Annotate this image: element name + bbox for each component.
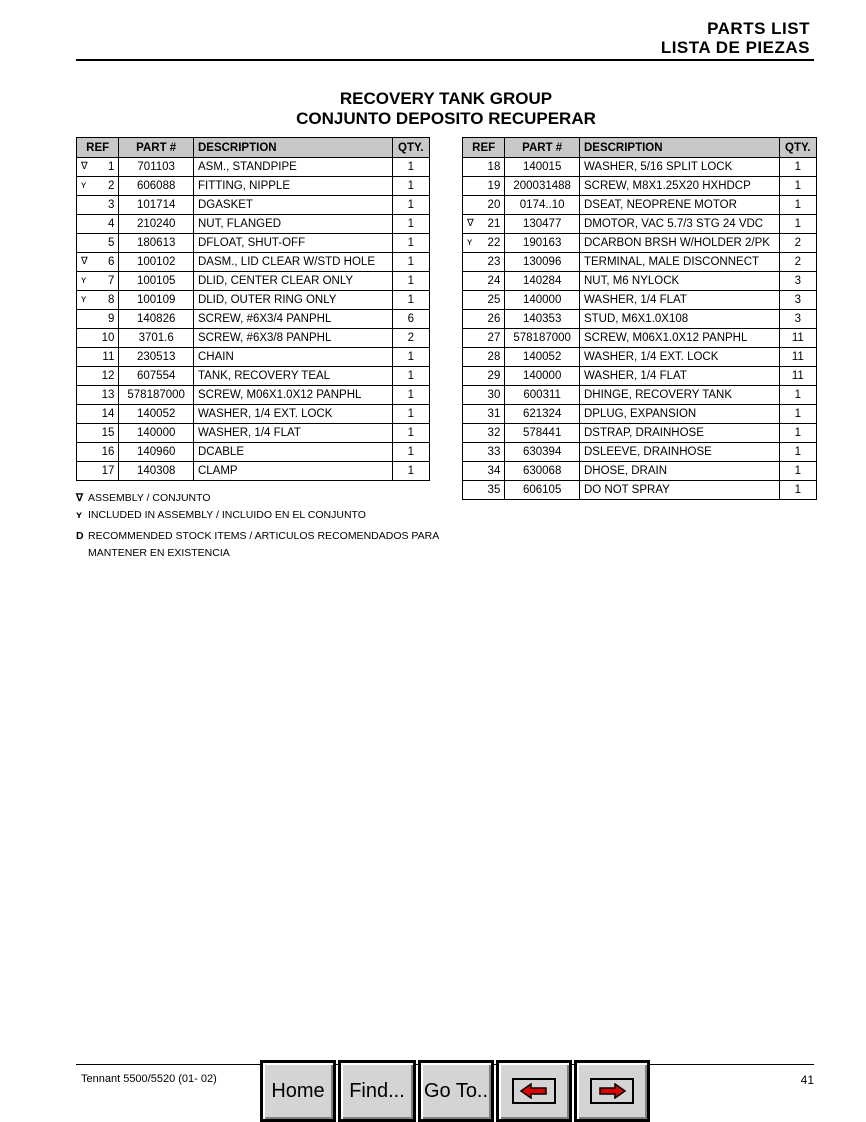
ref-number: 4 xyxy=(107,218,115,230)
ref-cell xyxy=(77,272,119,291)
part-number-cell: 630394 xyxy=(505,443,580,462)
quantity-cell: 11 xyxy=(779,329,816,348)
part-number-cell: 101714 xyxy=(119,196,194,215)
table-row xyxy=(463,158,817,177)
ref-number: 1 xyxy=(107,161,115,173)
table-row xyxy=(77,291,430,310)
description-cell: DCARBON BRSH W/HOLDER 2/PK xyxy=(579,234,779,253)
page-title: RECOVERY TANK GROUP xyxy=(339,89,553,108)
ref-cell xyxy=(77,386,119,405)
part-number-cell: 100109 xyxy=(119,291,194,310)
ref-number: 5 xyxy=(107,237,115,249)
quantity-cell: 1 xyxy=(779,481,816,500)
description-cell: ASM., STANDPIPE xyxy=(193,158,392,177)
find-button[interactable] xyxy=(338,1060,416,1122)
table-row xyxy=(463,310,817,329)
table-row xyxy=(77,386,430,405)
part-number-cell: 606105 xyxy=(505,481,580,500)
assembly-symbol: ∇ xyxy=(76,492,84,504)
ref-number: 30 xyxy=(487,389,501,401)
ref-number: 23 xyxy=(487,256,501,268)
description-cell: DSEAT, NEOPRENE MOTOR xyxy=(579,196,779,215)
page-number: 41 xyxy=(800,1073,814,1087)
part-number-cell: 100102 xyxy=(119,253,194,272)
table-row xyxy=(463,443,817,462)
description-cell: WASHER, 1/4 FLAT xyxy=(579,367,779,386)
table-row xyxy=(463,405,817,424)
description-cell: DHINGE, RECOVERY TANK xyxy=(579,386,779,405)
quantity-cell: 1 xyxy=(392,291,429,310)
quantity-cell: 1 xyxy=(779,386,816,405)
assembly-marker: ∇ xyxy=(81,256,88,267)
footer-model: Tennant 5500/5520 (01- 02) xyxy=(81,1073,217,1085)
ref-cell xyxy=(77,329,119,348)
description-cell: DCABLE xyxy=(193,443,392,462)
table-row xyxy=(77,272,430,291)
ref-number: 18 xyxy=(487,161,501,173)
table-row xyxy=(77,177,430,196)
description-cell: DHOSE, DRAIN xyxy=(579,462,779,481)
table-row xyxy=(463,367,817,386)
parts-table-left-body xyxy=(77,158,430,481)
description-cell: SCREW, #6X3/4 PANPHL xyxy=(193,310,392,329)
lista-de-piezas-header: LISTA DE PIEZAS xyxy=(660,38,810,57)
quantity-cell: 1 xyxy=(779,215,816,234)
description-cell: DSTRAP, DRAINHOSE xyxy=(579,424,779,443)
quantity-cell: 1 xyxy=(392,348,429,367)
quantity-cell: 1 xyxy=(392,272,429,291)
ref-cell xyxy=(77,291,119,310)
table-row xyxy=(77,234,430,253)
ref-cell xyxy=(77,253,119,272)
part-number-cell: 140284 xyxy=(505,272,580,291)
ref-cell xyxy=(463,405,505,424)
ref-number: 3 xyxy=(107,199,115,211)
ref-cell xyxy=(77,443,119,462)
ref-number: 14 xyxy=(101,408,115,420)
part-number-cell: 140052 xyxy=(119,405,194,424)
quantity-cell: 2 xyxy=(392,329,429,348)
table-row xyxy=(77,196,430,215)
legend-notes xyxy=(76,490,439,562)
table-row xyxy=(463,177,817,196)
table-header-row xyxy=(77,138,430,158)
ref-number: 11 xyxy=(102,351,115,363)
ref-cell xyxy=(77,424,119,443)
part-number-cell: 140826 xyxy=(119,310,194,329)
ref-number: 25 xyxy=(487,294,501,306)
description-cell: DPLUG, EXPANSION xyxy=(579,405,779,424)
part-number-cell: 578187000 xyxy=(505,329,580,348)
description-cell: DMOTOR, VAC 5.7/3 STG 24 VDC xyxy=(579,215,779,234)
table-row xyxy=(77,367,430,386)
part-number-cell: 578187000 xyxy=(119,386,194,405)
part-number-cell: 190163 xyxy=(505,234,580,253)
ref-number: 21 xyxy=(487,218,501,230)
ref-number: 15 xyxy=(101,427,115,439)
page-subtitle: CONJUNTO DEPOSITO RECUPERAR xyxy=(296,109,596,128)
header-rule xyxy=(76,59,814,61)
ref-number: 33 xyxy=(487,446,501,458)
ref-number: 31 xyxy=(487,408,501,420)
legend-assembly xyxy=(76,490,439,507)
table-row xyxy=(77,424,430,443)
description-cell: TANK, RECOVERY TEAL xyxy=(193,367,392,386)
description-cell: WASHER, 1/4 EXT. LOCK xyxy=(193,405,392,424)
assembly-marker: ∇ xyxy=(81,161,88,172)
ref-cell xyxy=(463,462,505,481)
quantity-cell: 1 xyxy=(779,424,816,443)
ref-cell xyxy=(463,481,505,500)
part-number-cell: 180613 xyxy=(119,234,194,253)
quantity-cell: 1 xyxy=(392,462,429,481)
ref-number: 24 xyxy=(487,275,501,287)
quantity-cell: 1 xyxy=(779,405,816,424)
ref-number: 34 xyxy=(487,465,501,477)
quantity-cell: 1 xyxy=(392,196,429,215)
ref-cell xyxy=(463,272,505,291)
description-cell: DLID, OUTER RING ONLY xyxy=(193,291,392,310)
assembly-marker: ʏ xyxy=(467,237,473,248)
table-row xyxy=(463,253,817,272)
description-cell: SCREW, M06X1.0X12 PANPHL xyxy=(579,329,779,348)
description-cell: WASHER, 1/4 FLAT xyxy=(193,424,392,443)
table-row xyxy=(463,272,817,291)
ref-cell xyxy=(77,462,119,481)
ref-cell xyxy=(77,310,119,329)
home-button-label: Home xyxy=(271,1079,325,1102)
ref-number: 2 xyxy=(107,180,115,192)
part-number-cell: 621324 xyxy=(505,405,580,424)
description-cell: DSLEEVE, DRAINHOSE xyxy=(579,443,779,462)
ref-number: 29 xyxy=(487,370,501,382)
goto-button[interactable] xyxy=(418,1060,494,1122)
ref-cell xyxy=(463,424,505,443)
table-row xyxy=(77,310,430,329)
arrow-left-icon xyxy=(512,1078,556,1104)
description-cell: CHAIN xyxy=(193,348,392,367)
ref-cell xyxy=(463,443,505,462)
ref-cell xyxy=(463,196,505,215)
col-qty-header: QTY. xyxy=(392,138,429,158)
part-number-cell: 130477 xyxy=(505,215,580,234)
table-row xyxy=(463,291,817,310)
recommended-symbol: D xyxy=(76,530,84,542)
ref-cell xyxy=(463,329,505,348)
table-row xyxy=(77,253,430,272)
description-cell: DFLOAT, SHUT-OFF xyxy=(193,234,392,253)
part-number-cell: 140353 xyxy=(505,310,580,329)
part-number-cell: 210240 xyxy=(119,215,194,234)
table-row xyxy=(77,158,430,177)
parts-list-header: PARTS LIST xyxy=(707,19,810,34)
quantity-cell: 1 xyxy=(392,424,429,443)
recommended-note-line1: RECOMMENDED STOCK ITEMS / ARTICULOS RECOMENDADOS PARA xyxy=(88,530,440,542)
quantity-cell: 1 xyxy=(779,443,816,462)
ref-cell xyxy=(463,348,505,367)
legend-recommended xyxy=(76,528,439,545)
table-row xyxy=(77,405,430,424)
home-button[interactable] xyxy=(260,1060,336,1122)
included-note: INCLUDED IN ASSEMBLY / INCLUIDO EN EL CONJUNTO xyxy=(88,509,366,521)
next-page-button[interactable] xyxy=(574,1060,650,1122)
part-number-cell: 140052 xyxy=(505,348,580,367)
quantity-cell: 3 xyxy=(779,310,816,329)
quantity-cell: 1 xyxy=(392,367,429,386)
quantity-cell: 1 xyxy=(779,158,816,177)
description-cell: WASHER, 1/4 FLAT xyxy=(579,291,779,310)
description-cell: SCREW, M06X1.0X12 PANPHL xyxy=(193,386,392,405)
ref-number: 28 xyxy=(487,351,501,363)
part-number-cell: 578441 xyxy=(505,424,580,443)
assembly-marker: ∇ xyxy=(467,218,474,229)
part-number-cell: 701103 xyxy=(119,158,194,177)
table-row xyxy=(463,424,817,443)
quantity-cell: 2 xyxy=(779,253,816,272)
ref-cell xyxy=(463,215,505,234)
part-number-cell: 130096 xyxy=(505,253,580,272)
table-row xyxy=(463,329,817,348)
assembly-marker: ʏ xyxy=(81,275,87,286)
col-part-header: PART # xyxy=(505,138,580,158)
part-number-cell: 0174..10 xyxy=(505,196,580,215)
quantity-cell: 11 xyxy=(779,348,816,367)
table-row xyxy=(463,234,817,253)
ref-cell xyxy=(463,253,505,272)
parts-table-right xyxy=(462,137,817,500)
quantity-cell: 2 xyxy=(779,234,816,253)
ref-number: 27 xyxy=(487,332,501,344)
assembly-marker: ʏ xyxy=(81,294,87,305)
ref-cell xyxy=(77,158,119,177)
ref-cell xyxy=(77,348,119,367)
part-number-cell: 607554 xyxy=(119,367,194,386)
ref-number: 13 xyxy=(101,389,115,401)
ref-number: 35 xyxy=(487,484,501,496)
col-ref-header: REF xyxy=(463,138,505,158)
description-cell: CLAMP xyxy=(193,462,392,481)
quantity-cell: 1 xyxy=(779,177,816,196)
col-description-header: DESCRIPTION xyxy=(193,138,392,158)
part-number-cell: 630068 xyxy=(505,462,580,481)
legend-included xyxy=(76,507,439,524)
quantity-cell: 1 xyxy=(392,405,429,424)
table-row xyxy=(77,462,430,481)
col-ref-header: REF xyxy=(77,138,119,158)
ref-cell xyxy=(463,310,505,329)
part-number-cell: 140000 xyxy=(119,424,194,443)
included-symbol: ʏ xyxy=(76,509,82,521)
table-row xyxy=(77,348,430,367)
part-number-cell: 606088 xyxy=(119,177,194,196)
description-cell: NUT, FLANGED xyxy=(193,215,392,234)
part-number-cell: 3701.6 xyxy=(119,329,194,348)
quantity-cell: 6 xyxy=(392,310,429,329)
ref-number: 12 xyxy=(101,370,115,382)
ref-cell xyxy=(77,215,119,234)
col-part-header: PART # xyxy=(119,138,194,158)
ref-cell xyxy=(463,177,505,196)
part-number-cell: 200031488 xyxy=(505,177,580,196)
ref-cell xyxy=(463,367,505,386)
assembly-note: ASSEMBLY / CONJUNTO xyxy=(88,492,211,504)
parts-table-left xyxy=(76,137,430,481)
ref-number: 32 xyxy=(487,427,501,439)
table-row xyxy=(77,329,430,348)
quantity-cell: 1 xyxy=(392,215,429,234)
ref-cell xyxy=(77,196,119,215)
quantity-cell: 1 xyxy=(779,462,816,481)
find-button-label: Find... xyxy=(349,1079,405,1102)
ref-cell xyxy=(77,405,119,424)
ref-number: 10 xyxy=(101,332,115,344)
quantity-cell: 3 xyxy=(779,291,816,310)
description-cell: DO NOT SPRAY xyxy=(579,481,779,500)
assembly-marker: ʏ xyxy=(81,180,87,191)
part-number-cell: 230513 xyxy=(119,348,194,367)
parts-table-right-body xyxy=(463,158,817,500)
ref-number: 9 xyxy=(107,313,115,325)
ref-number: 7 xyxy=(107,275,115,287)
part-number-cell: 140000 xyxy=(505,367,580,386)
table-row xyxy=(77,215,430,234)
ref-number: 8 xyxy=(107,294,115,306)
part-number-cell: 140000 xyxy=(505,291,580,310)
legend-recommended-cont xyxy=(76,545,439,562)
ref-cell xyxy=(463,386,505,405)
ref-cell xyxy=(463,158,505,177)
quantity-cell: 1 xyxy=(392,443,429,462)
part-number-cell: 100105 xyxy=(119,272,194,291)
table-row xyxy=(463,462,817,481)
ref-number: 19 xyxy=(487,180,501,192)
ref-number: 6 xyxy=(107,256,115,268)
quantity-cell: 1 xyxy=(392,386,429,405)
description-cell: NUT, M6 NYLOCK xyxy=(579,272,779,291)
table-row xyxy=(463,196,817,215)
description-cell: SCREW, #6X3/8 PANPHL xyxy=(193,329,392,348)
arrow-right-icon xyxy=(590,1078,634,1104)
quantity-cell: 11 xyxy=(779,367,816,386)
table-row xyxy=(463,215,817,234)
table-row xyxy=(77,443,430,462)
quantity-cell: 1 xyxy=(392,253,429,272)
ref-number: 20 xyxy=(487,199,501,211)
part-number-cell: 140308 xyxy=(119,462,194,481)
quantity-cell: 1 xyxy=(392,177,429,196)
col-qty-header: QTY. xyxy=(779,138,816,158)
ref-number: 22 xyxy=(487,237,501,249)
ref-cell xyxy=(77,367,119,386)
quantity-cell: 1 xyxy=(392,158,429,177)
description-cell: STUD, M6X1.0X108 xyxy=(579,310,779,329)
previous-page-button[interactable] xyxy=(496,1060,572,1122)
part-number-cell: 600311 xyxy=(505,386,580,405)
description-cell: FITTING, NIPPLE xyxy=(193,177,392,196)
description-cell: DGASKET xyxy=(193,196,392,215)
table-row xyxy=(463,481,817,500)
table-row xyxy=(463,348,817,367)
description-cell: WASHER, 5/16 SPLIT LOCK xyxy=(579,158,779,177)
ref-cell xyxy=(77,177,119,196)
table-row xyxy=(463,386,817,405)
description-cell: DLID, CENTER CLEAR ONLY xyxy=(193,272,392,291)
quantity-cell: 3 xyxy=(779,272,816,291)
ref-cell xyxy=(463,291,505,310)
ref-number: 17 xyxy=(101,465,115,477)
part-number-cell: 140960 xyxy=(119,443,194,462)
quantity-cell: 1 xyxy=(392,234,429,253)
col-description-header: DESCRIPTION xyxy=(579,138,779,158)
recommended-note-line2: MANTENER EN EXISTENCIA xyxy=(88,547,230,559)
quantity-cell: 1 xyxy=(779,196,816,215)
table-header-row xyxy=(463,138,817,158)
description-cell: DASM., LID CLEAR W/STD HOLE xyxy=(193,253,392,272)
description-cell: SCREW, M8X1.25X20 HXHDCP xyxy=(579,177,779,196)
ref-number: 26 xyxy=(487,313,501,325)
goto-button-label: Go To.. xyxy=(423,1079,489,1102)
ref-cell xyxy=(463,234,505,253)
ref-cell xyxy=(77,234,119,253)
description-cell: WASHER, 1/4 EXT. LOCK xyxy=(579,348,779,367)
description-cell: TERMINAL, MALE DISCONNECT xyxy=(579,253,779,272)
ref-number: 16 xyxy=(101,446,115,458)
part-number-cell: 140015 xyxy=(505,158,580,177)
